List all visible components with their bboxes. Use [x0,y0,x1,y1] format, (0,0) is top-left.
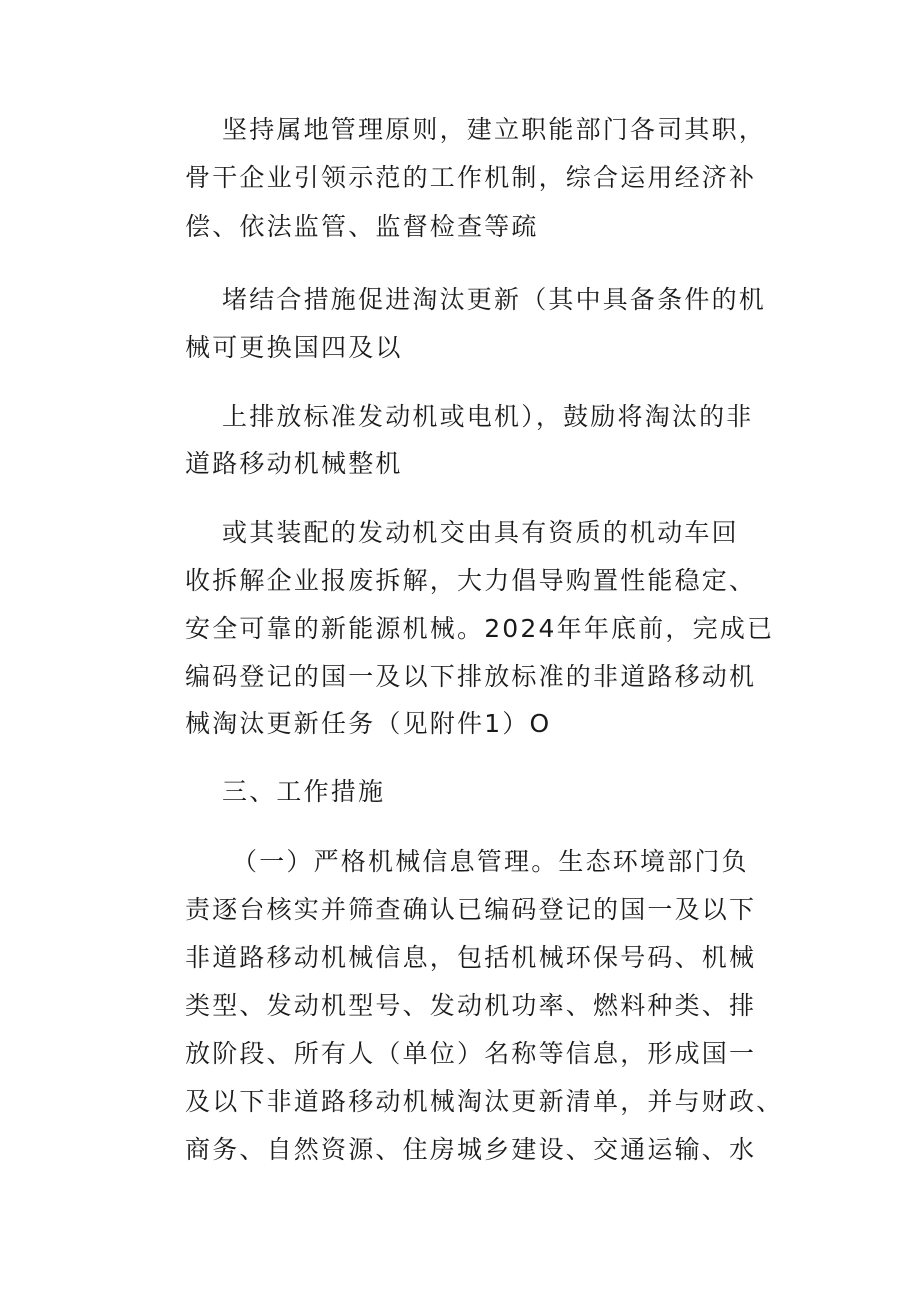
paragraph-line: 械可更换国四及以 [185,333,403,362]
paragraph-line: 坚持属地管理原则，建立职能部门各司其职， [222,115,767,144]
paragraph-line: 械淘汰更新任务（见附件1）O [185,709,552,738]
paragraph-line: 上排放标准发动机或电机），鼓励将淘汰的非 [222,402,754,431]
paragraph-line: 责逐台核实并筛查确认已编码登记的国一及以下 [185,895,757,924]
paragraph-line: 或其装配的发动机交由具有资质的机动车回 [222,518,739,547]
paragraph-line: 偿、依法监管、监督检查等疏 [185,212,539,241]
paragraph-line: 道路移动机械整机 [185,449,403,478]
paragraph-line: 堵结合措施促进淘汰更新（其中具备条件的机 [222,285,767,314]
paragraph-line: 及以下非道路移动机械淘汰更新清单，并与财政、 [185,1087,784,1116]
paragraph-line: 类型、发动机型号、发动机功率、燃料种类、排 [185,991,757,1020]
paragraph-line: 编码登记的国一及以下排放标准的非道路移动机 [185,662,757,691]
paragraph-line: 骨干企业引领示范的工作机制，综合运用经济补 [185,163,757,192]
paragraph-line: 非道路移动机械信息，包括机械环保号码、机械 [185,943,757,972]
paragraph-line: 放阶段、所有人（单位）名称等信息，形成国一 [185,1039,757,1068]
section-heading: 三、工作措施 [222,777,386,806]
paragraph-line: 安全可靠的新能源机械。2024年年底前，完成已 [185,614,775,643]
paragraph-line: 商务、自然资源、住房城乡建设、交通运输、水 [185,1135,757,1164]
paragraph-line: 收拆解企业报废拆解，大力倡导购置性能稳定、 [185,566,757,595]
paragraph-line: （一）严格机械信息管理。生态环境部门负 [232,847,749,876]
